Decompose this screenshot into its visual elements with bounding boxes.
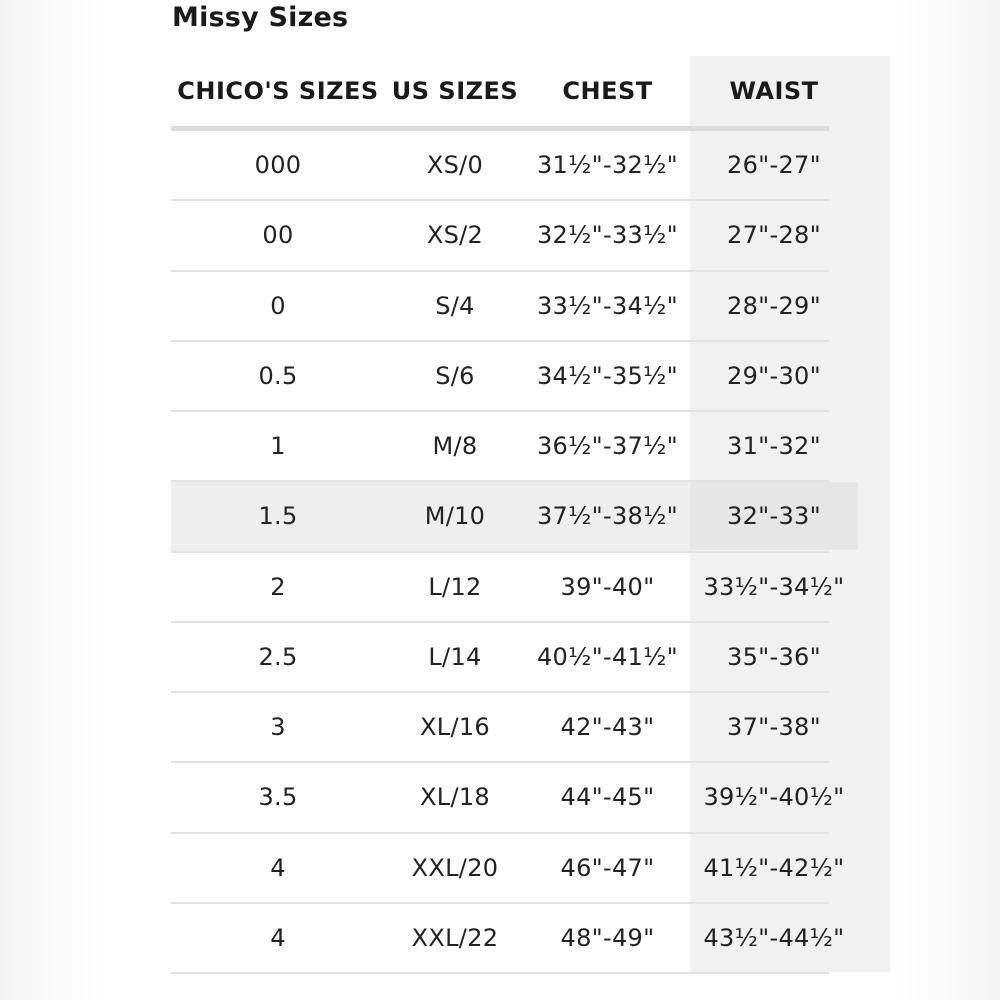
header-chicos-sizes: CHICO'S SIZES [177, 77, 379, 105]
table-row [171, 763, 845, 833]
waist-cell: 35"-36" [727, 642, 821, 671]
chicos-size-cell: 0 [270, 291, 286, 320]
us-size-cell: L/14 [428, 642, 482, 671]
chest-cell: 39"-40" [560, 572, 655, 601]
chicos-size-cell: 00 [262, 221, 294, 250]
chest-cell: 34½"-35½" [536, 361, 679, 390]
table-row [171, 623, 829, 693]
table-row [171, 131, 829, 201]
chicos-size-cell: 4 [270, 853, 286, 882]
page-title: Missy Sizes [172, 2, 349, 33]
table-row [171, 693, 829, 763]
waist-cell: 37"-38" [727, 713, 821, 741]
chest-cell: 36½"-37½" [536, 432, 679, 460]
table-row [171, 201, 829, 271]
chicos-size-cell: 1.5 [258, 502, 298, 531]
header-waist: WAIST [729, 77, 819, 105]
chest-cell: 31½"-32½" [536, 151, 679, 179]
us-size-cell: XXL/20 [411, 853, 499, 882]
table-body [171, 131, 845, 974]
right-backdrop [890, 0, 1000, 1000]
chicos-size-cell: 3 [270, 713, 286, 741]
waist-cell: 39½"-40½" [703, 783, 845, 812]
chest-cell: 48"-49" [560, 923, 655, 952]
chest-cell: 40½"-41½" [536, 642, 679, 671]
chest-cell: 42"-43" [560, 713, 655, 741]
table-row [171, 553, 845, 623]
chicos-size-cell: 0.5 [258, 361, 298, 390]
header-us-sizes: US SIZES [391, 77, 519, 105]
us-size-cell: XL/18 [420, 783, 490, 812]
table-row [171, 904, 845, 974]
us-size-cell: S/4 [435, 291, 475, 320]
chicos-size-cell: 1 [270, 432, 286, 460]
table-row [171, 482, 829, 552]
us-size-cell: XXL/22 [411, 923, 499, 952]
chest-cell: 44"-45" [560, 783, 655, 812]
chest-cell: 46"-47" [560, 853, 655, 882]
left-backdrop [0, 0, 110, 1000]
chicos-size-cell: 2 [270, 572, 286, 601]
waist-cell: 41½"-42½" [703, 853, 845, 882]
waist-cell: 29"-30" [727, 361, 821, 390]
chest-cell: 33½"-34½" [536, 291, 679, 320]
us-size-cell: L/12 [428, 572, 482, 601]
waist-cell: 28"-29" [727, 291, 821, 320]
waist-cell: 31"-32" [727, 432, 821, 460]
waist-cell: 26"-27" [727, 151, 821, 179]
table-row [171, 834, 845, 904]
table-row [171, 412, 829, 482]
table-row [171, 272, 829, 342]
size-table [171, 56, 845, 976]
chicos-size-cell: 3.5 [258, 783, 298, 812]
us-size-cell: M/8 [432, 432, 478, 460]
chicos-size-cell: 000 [254, 151, 302, 179]
us-size-cell: XS/2 [426, 221, 484, 250]
waist-cell: 33½"-34½" [703, 572, 845, 601]
chest-cell: 32½"-33½" [536, 221, 679, 250]
chest-cell: 37½"-38½" [536, 502, 679, 531]
header-chest: CHEST [562, 77, 653, 105]
waist-cell: 43½"-44½" [703, 923, 845, 952]
waist-cell: 32"-33" [690, 482, 858, 550]
us-size-cell: M/10 [424, 502, 486, 531]
us-size-cell: XS/0 [426, 151, 484, 179]
table-header [171, 56, 829, 126]
chicos-size-cell: 2.5 [258, 642, 298, 671]
table-row [171, 342, 829, 412]
chicos-size-cell: 4 [270, 923, 286, 952]
us-size-cell: S/6 [435, 361, 475, 390]
us-size-cell: XL/16 [420, 713, 490, 741]
waist-cell: 27"-28" [727, 221, 821, 250]
